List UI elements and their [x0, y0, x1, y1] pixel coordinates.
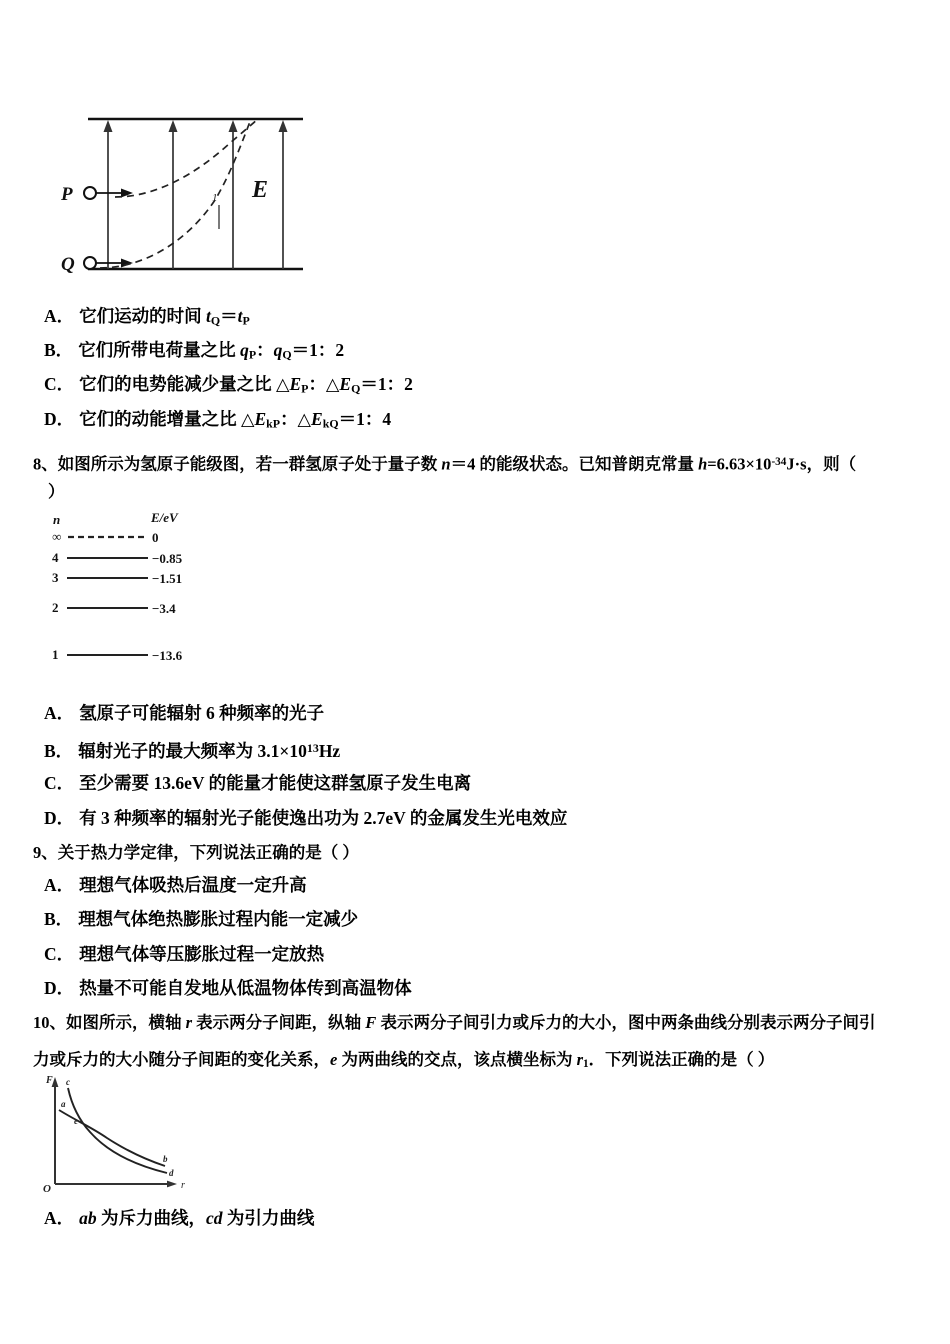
- q9-option-b-text: 理想气体绝热膨胀过程内能一定减少: [78, 909, 359, 929]
- q8-option-b-text: 辐射光子的最大频率为 $3.1\times 10^{13}Hz$: [78, 740, 341, 761]
- q9-option-c-label: C．: [44, 944, 75, 964]
- q-velocity-arrow: [121, 259, 133, 268]
- plates-svg: [55, 105, 355, 290]
- y-axis-label-f: F: [46, 1075, 53, 1086]
- q10-option-a-label: A．: [44, 1208, 75, 1228]
- molecular-force-curve-diagram: [35, 1072, 215, 1197]
- q8-stem-line1: 8、如图所示为氢原子能级图，若一群氢原子处于量子数 n＝4 的能级状态。已知普朗克常量 $h=6.63\times 10^{-34}J\cdot s$，则（: [33, 454, 857, 474]
- energy-level-n-4: 4: [52, 550, 59, 565]
- energy-value-3: −1.51: [152, 571, 183, 586]
- q8-option-c: [44, 770, 471, 796]
- q9-option-d-text: 热量不可能自发地从低温物体传到高温物体: [79, 978, 412, 998]
- q7-option-c-label: C．: [44, 374, 75, 394]
- curve-point-label-d: d: [169, 1168, 174, 1178]
- curve-point-label-a: a: [61, 1099, 66, 1109]
- q9-option-d-label: D．: [44, 978, 75, 998]
- energy-value-4: −0.85: [152, 551, 183, 566]
- energy-value-1: −13.6: [152, 648, 183, 663]
- q7-option-a: [44, 303, 250, 333]
- x-axis-label-r: r: [181, 1180, 185, 1191]
- q10-stem-line1: 10、如图所示，横轴 r 表示两分子间距，纵轴 F 表示两分子间引力或斥力的大小，图中两条曲线分别表示两分子间引: [33, 1013, 876, 1032]
- q9-option-a-text: 理想气体吸热后温度一定升高: [79, 875, 307, 895]
- q7-option-a-label: A．: [44, 306, 75, 326]
- q7-option-d: [44, 406, 391, 436]
- q10-option-a: [44, 1205, 314, 1231]
- q8-option-d: [44, 805, 567, 831]
- q8-option-b: [44, 735, 340, 764]
- q7-option-a-text: 它们运动的时间 $t_Q=t_P$: [79, 306, 250, 328]
- energy-level-n-inf: ∞: [52, 529, 62, 544]
- q9-option-c-text: 理想气体等压膨胀过程一定放热: [79, 944, 325, 964]
- q10-stem-line2: 力或斥力的大小随分子间距的变化关系，e 为两曲线的交点，该点横坐标为 $r_1$．下列说法正确的是（ ）: [33, 1050, 775, 1071]
- label-p: P: [61, 184, 73, 205]
- particle-q: [84, 257, 96, 269]
- q7-option-d-label: D．: [44, 409, 75, 429]
- q7-option-b-text: 它们所带电荷量之比 $q_P$：$q_Q=1$：2: [78, 340, 345, 362]
- q9-option-d: [44, 975, 412, 1001]
- x-axis-arrow: [167, 1181, 177, 1188]
- q8-option-b-label: B．: [44, 740, 74, 761]
- q9-option-a-label: A．: [44, 875, 75, 895]
- energy-value-2: −3.4: [152, 601, 176, 616]
- energy-levels-svg: [45, 508, 295, 673]
- q9-option-a: [44, 872, 307, 898]
- q7-option-c-text: 它们的电势能减少量之比 $\triangle E_P$：$\triangle E_Q=1$：2: [79, 374, 413, 396]
- small-label-1: 1: [212, 192, 218, 204]
- field-arrowheads: [104, 120, 288, 132]
- q7-option-d-text: 它们的动能增量之比 $\triangle E_{kP}$：$\triangle E_{kQ}=1$：4: [79, 409, 392, 431]
- q7-option-b: [44, 337, 344, 367]
- q7-option-c: [44, 371, 413, 401]
- q8-option-c-label: C．: [44, 773, 75, 793]
- energy-level-n-3: 3: [52, 570, 59, 585]
- curve-point-label-b: b: [163, 1154, 168, 1164]
- q9-option-b: [44, 906, 358, 932]
- q9-option-b-label: B．: [44, 909, 74, 929]
- energy-col-header-n: n: [53, 512, 61, 527]
- q7-option-b-label: B．: [44, 340, 74, 360]
- origin-label-o: O: [43, 1183, 51, 1195]
- q8-option-a-text: 氢原子可能辐射 6 种频率的光子: [79, 703, 325, 723]
- energy-value-inf: 0: [152, 530, 159, 545]
- curve-point-label-c: c: [66, 1077, 70, 1087]
- q8-option-a-label: A．: [44, 703, 75, 723]
- energy-level-n-2: 2: [52, 600, 59, 615]
- hydrogen-energy-level-diagram: [45, 508, 295, 673]
- intersection-label-e: e: [74, 1116, 78, 1126]
- q8-option-a: [44, 700, 324, 726]
- q8-option-d-label: D．: [44, 808, 75, 828]
- q8-option-d-text: 有 3 种频率的辐射光子能使逸出功为 2.7eV 的金属发生光电效应: [79, 808, 568, 828]
- q8-option-c-text: 至少需要 13.6eV 的能量才能使这群氢原子发生电离: [79, 773, 472, 793]
- label-q: Q: [61, 254, 75, 275]
- energy-level-n-1: 1: [52, 647, 59, 662]
- parallel-plate-field-diagram: [55, 105, 355, 290]
- curve-cd: [68, 1088, 167, 1173]
- force-curves-svg: [35, 1072, 215, 1197]
- field-label-e: E: [252, 177, 269, 203]
- q8-stem-line2: ）: [48, 482, 65, 501]
- q9-option-c: [44, 941, 324, 967]
- q9-stem: 9、关于热力学定律，下列说法正确的是（ ）: [33, 843, 359, 862]
- energy-col-header-e: E/eV: [151, 510, 178, 525]
- particle-p: [84, 187, 96, 199]
- q10-option-a-text: ab 为斥力曲线，cd 为引力曲线: [79, 1208, 315, 1228]
